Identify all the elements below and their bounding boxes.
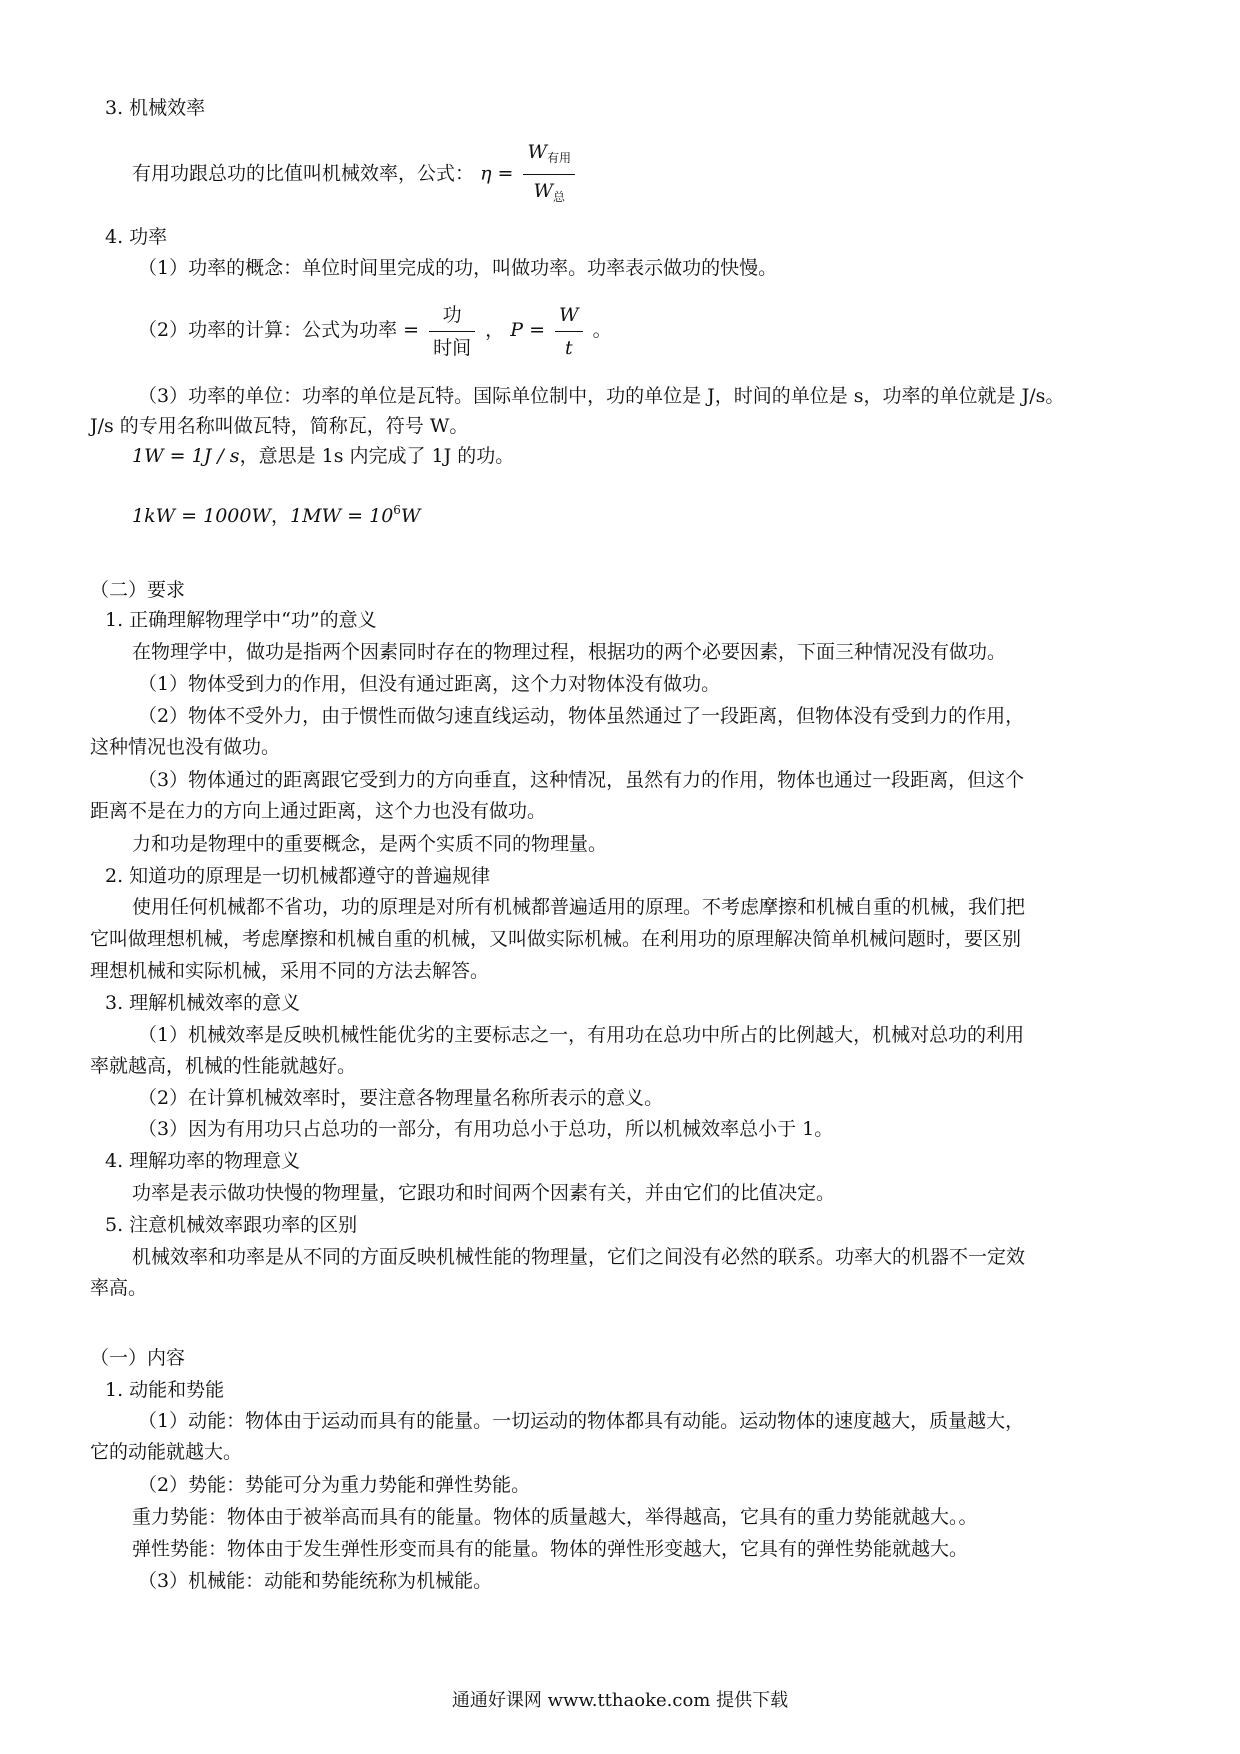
req2-line1: 使用任何机械都不省功，功的原理是对所有机械都普遍适用的原理。不考虑摩擦和机械自重的机械，我们把 <box>132 896 1026 918</box>
denominator-w: W <box>533 180 553 202</box>
req4-heading: 4. 理解功率的物理意义 <box>105 1150 301 1172</box>
efficiency-formula-line <box>132 138 579 211</box>
energy-heading: 1. 动能和势能 <box>105 1379 225 1401</box>
power-formula-line <box>138 300 612 362</box>
req1-intro: 在物理学中，做功是指两个因素同时存在的物理过程，根据功的两个必要因素，下面三种情况没有做功。 <box>132 641 1007 663</box>
potential-energy: （2）势能：势能可分为重力势能和弹性势能。 <box>138 1474 531 1496</box>
page-footer: 通通好课网 www.tthaoke.com 提供下载 <box>451 1690 789 1711</box>
numerator-w: W <box>527 141 547 163</box>
req1-case3-line2: 距离不是在力的方向上通过距离，这个力也没有做功。 <box>90 800 547 822</box>
work-symbol: W <box>555 301 583 332</box>
req1-case3-line1: （3）物体通过的距离跟它受到力的方向垂直，这种情况，虽然有力的作用，物体也通过一段距离，但这个 <box>138 769 1025 791</box>
power-word-fraction <box>429 301 475 362</box>
req3-item2: （2）在计算机械效率时，要注意各物理量名称所表示的意义。 <box>138 1087 664 1109</box>
watt-unit: W <box>400 505 421 527</box>
efficiency-text: 有用功跟总功的比值叫机械效率，公式： <box>132 162 475 185</box>
req1-heading: 1. 正确理解物理学中“功”的意义 <box>105 609 377 631</box>
gravitational-potential: 重力势能：物体由于被举高而具有的能量。物体的质量越大，举得越高，它具有的重力势能就越大。。 <box>132 1506 978 1528</box>
req1-case1: （1）物体受到力的作用，但没有通过距离，这个力对物体没有做功。 <box>138 673 721 695</box>
req3-heading: 3. 理解机械效率的意义 <box>105 992 301 1014</box>
separator: ， <box>271 505 291 527</box>
time-word: 时间 <box>433 336 472 359</box>
unit-conversion <box>132 498 420 528</box>
req5-line1: 机械效率和功率是从不同的方面反映机械性能的物理量，它们之间没有必然的联系。功率大的机器不一定效 <box>132 1246 1026 1268</box>
req3-item1-line1: （1）机械效率是反映机械性能优劣的主要标志之一，有用功在总功中所占的比例越大，机械对总功的利用 <box>138 1024 1025 1046</box>
equals-sign: = <box>529 319 545 341</box>
power-formula-text: （2）功率的计算：公式为功率 <box>138 319 398 341</box>
kilowatt-equation: 1kW = 1000W <box>132 505 272 527</box>
efficiency-fraction <box>523 138 575 211</box>
requirements-heading: （二）要求 <box>90 579 186 601</box>
req5-line2: 率高。 <box>90 1277 148 1299</box>
req3-item3: （3）因为有用功只占总功的一部分，有用功总小于总功，所以机械效率总小于 1。 <box>138 1118 834 1140</box>
req1-conclusion: 力和功是物理中的重要概念，是两个实质不同的物理量。 <box>132 833 608 855</box>
equals-sign: = <box>497 162 514 185</box>
power-concept: （1）功率的概念：单位时间里完成的功，叫做功率。功率表示做功的快慢。 <box>138 257 778 279</box>
power-symbol: P <box>510 319 524 341</box>
req5-heading: 5. 注意机械效率跟功率的区别 <box>105 1214 358 1236</box>
power-unit-line-2: J/s 的专用名称叫做瓦特，简称瓦，符号 W。 <box>90 415 469 437</box>
denominator-subscript: 总 <box>553 190 566 204</box>
section-efficiency-heading: 3. 机械效率 <box>105 97 206 119</box>
elastic-potential: 弹性势能：物体由于发生弹性形变而具有的能量。物体的弹性形变越大，它具有的弹性势能就越大。 <box>132 1538 969 1560</box>
equals-sign: = <box>403 319 420 341</box>
req4-text: 功率是表示做功快慢的物理量，它跟功和时间两个因素有关，并由它们的比值决定。 <box>132 1182 836 1204</box>
exponent: 6 <box>393 503 401 517</box>
req2-heading: 2. 知道功的原理是一切机械都遵守的普遍规律 <box>105 865 491 887</box>
power-symbol-fraction <box>555 301 583 362</box>
numerator-subscript: 有用 <box>547 151 572 165</box>
watt-equation: 1W = 1J / s <box>132 445 240 467</box>
megawatt-equation: 1MW = 10 <box>290 505 394 527</box>
req1-case2-line1: （2）物体不受外力，由于惯性而做匀速直线运动，物体虽然通过了一段距离，但物体没有受到力的作用， <box>138 705 1025 727</box>
req1-case2-line2: 这种情况也没有做功。 <box>90 736 281 758</box>
power-unit-line-1: （3）功率的单位：功率的单位是瓦特。国际单位制中，功的单位是 J，时间的单位是 s，功率的单位就是 J/s。 <box>138 385 1065 407</box>
req2-line3: 理想机械和实际机械，采用不同的方法去解答。 <box>90 960 490 982</box>
mechanical-energy: （3）机械能：动能和势能统称为机械能。 <box>138 1570 493 1592</box>
kinetic-energy-line1: （1）动能：物体由于运动而具有的能量。一切运动的物体都具有动能。运动物体的速度越大，质量越大， <box>138 1410 1025 1432</box>
section-power-heading: 4. 功率 <box>105 226 168 248</box>
time-symbol: t <box>564 336 573 359</box>
content-heading: （一）内容 <box>90 1347 186 1369</box>
kinetic-energy-line2: 它的动能就越大。 <box>90 1441 243 1463</box>
watt-explanation: ，意思是 1s 内完成了 1J 的功。 <box>239 445 515 467</box>
req3-item1-line2: 率就越高，机械的性能就越好。 <box>90 1055 357 1077</box>
eta-symbol: η <box>480 162 492 185</box>
work-word: 功 <box>429 301 475 332</box>
req2-line2: 它叫做理想机械，考虑摩擦和机械自重的机械，又叫做实际机械。在利用功的原理解决简单机械问题时，要区别 <box>90 928 1022 950</box>
period: 。 <box>592 319 612 341</box>
comma: ， <box>485 319 505 341</box>
watt-definition <box>132 444 514 468</box>
